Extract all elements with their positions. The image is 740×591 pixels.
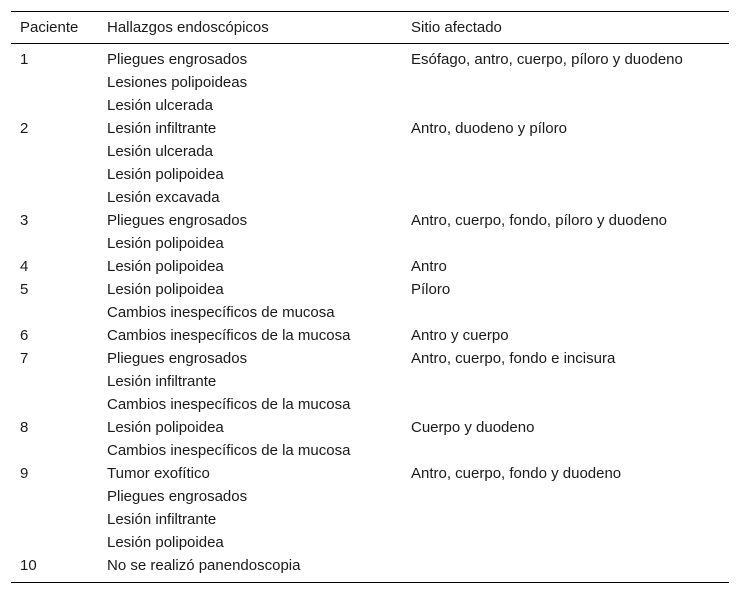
cell-site: Antro, cuerpo, fondo, píloro y duodeno bbox=[411, 212, 668, 229]
cell-findings bbox=[98, 347, 402, 416]
cell-site: Antro y cuerpo bbox=[411, 327, 509, 344]
cell-patient: 9 bbox=[20, 465, 29, 482]
cell-site: Píloro bbox=[411, 281, 451, 298]
header-findings: Hallazgos endoscópicos bbox=[107, 19, 269, 36]
cell-findings bbox=[98, 278, 402, 324]
table-row bbox=[11, 416, 729, 462]
finding-item: Cambios inespecíficos de la mucosa bbox=[107, 442, 351, 459]
finding-item: Lesión infiltrante bbox=[107, 373, 217, 390]
finding-item: Lesión polipoidea bbox=[107, 235, 224, 252]
table-row bbox=[11, 44, 729, 118]
finding-item: Lesión polipoidea bbox=[107, 419, 224, 436]
table-row bbox=[11, 324, 729, 347]
finding-item: Lesiones polipoideas bbox=[107, 74, 248, 91]
header-site: Sitio afectado bbox=[411, 19, 502, 36]
header-patient: Paciente bbox=[20, 19, 79, 36]
table-header bbox=[11, 12, 729, 44]
cell-site: Antro bbox=[411, 258, 447, 275]
cell-site: Esófago, antro, cuerpo, píloro y duodeno bbox=[411, 51, 683, 68]
table-row bbox=[11, 255, 729, 278]
cell-patient: 6 bbox=[20, 327, 29, 344]
cell-findings bbox=[98, 462, 402, 554]
finding-item: Pliegues engrosados bbox=[107, 212, 248, 229]
finding-item: Cambios inespecíficos de la mucosa bbox=[107, 327, 351, 344]
header-row bbox=[11, 12, 729, 44]
table-body bbox=[11, 44, 729, 583]
cell-patient: 7 bbox=[20, 350, 29, 367]
finding-item: Tumor exofítico bbox=[107, 465, 210, 482]
cell-findings bbox=[98, 117, 402, 209]
cell-findings bbox=[98, 255, 402, 278]
finding-item: Pliegues engrosados bbox=[107, 488, 248, 505]
finding-item: Cambios inespecíficos de la mucosa bbox=[107, 396, 351, 413]
finding-item: Pliegues engrosados bbox=[107, 51, 248, 68]
finding-item: No se realizó panendoscopia bbox=[107, 557, 301, 574]
table-row bbox=[11, 554, 729, 583]
cell-site: Antro, duodeno y píloro bbox=[411, 120, 567, 137]
finding-item: Lesión polipoidea bbox=[107, 258, 224, 275]
finding-item: Lesión polipoidea bbox=[107, 281, 224, 298]
cell-findings bbox=[98, 44, 402, 118]
table-row bbox=[11, 278, 729, 324]
cell-findings bbox=[98, 554, 402, 583]
finding-item: Cambios inespecíficos de mucosa bbox=[107, 304, 335, 321]
finding-item: Lesión ulcerada bbox=[107, 97, 213, 114]
cell-findings bbox=[98, 324, 402, 347]
cell-findings bbox=[98, 416, 402, 462]
finding-item: Lesión ulcerada bbox=[107, 143, 213, 160]
cell-patient: 3 bbox=[20, 212, 29, 229]
table-row bbox=[11, 209, 729, 255]
finding-item: Lesión polipoidea bbox=[107, 534, 224, 551]
cell-patient: 10 bbox=[20, 557, 37, 574]
cell-findings bbox=[98, 209, 402, 255]
finding-item: Lesión excavada bbox=[107, 189, 220, 206]
table-row bbox=[11, 462, 729, 554]
endoscopic-findings-table bbox=[11, 11, 729, 583]
cell-patient: 5 bbox=[20, 281, 29, 298]
cell-site bbox=[402, 554, 729, 583]
cell-patient: 8 bbox=[20, 419, 29, 436]
cell-site: Cuerpo y duodeno bbox=[411, 419, 535, 436]
cell-patient: 2 bbox=[20, 120, 29, 137]
finding-item: Pliegues engrosados bbox=[107, 350, 248, 367]
finding-item: Lesión polipoidea bbox=[107, 166, 224, 183]
cell-site: Antro, cuerpo, fondo e incisura bbox=[411, 350, 616, 367]
cell-site: Antro, cuerpo, fondo y duodeno bbox=[411, 465, 622, 482]
findings-table-container bbox=[11, 11, 729, 583]
cell-patient: 4 bbox=[20, 258, 29, 275]
finding-item: Lesión infiltrante bbox=[107, 511, 217, 528]
table-row bbox=[11, 347, 729, 416]
table-row bbox=[11, 117, 729, 209]
finding-item: Lesión infiltrante bbox=[107, 120, 217, 137]
cell-patient: 1 bbox=[20, 51, 29, 68]
